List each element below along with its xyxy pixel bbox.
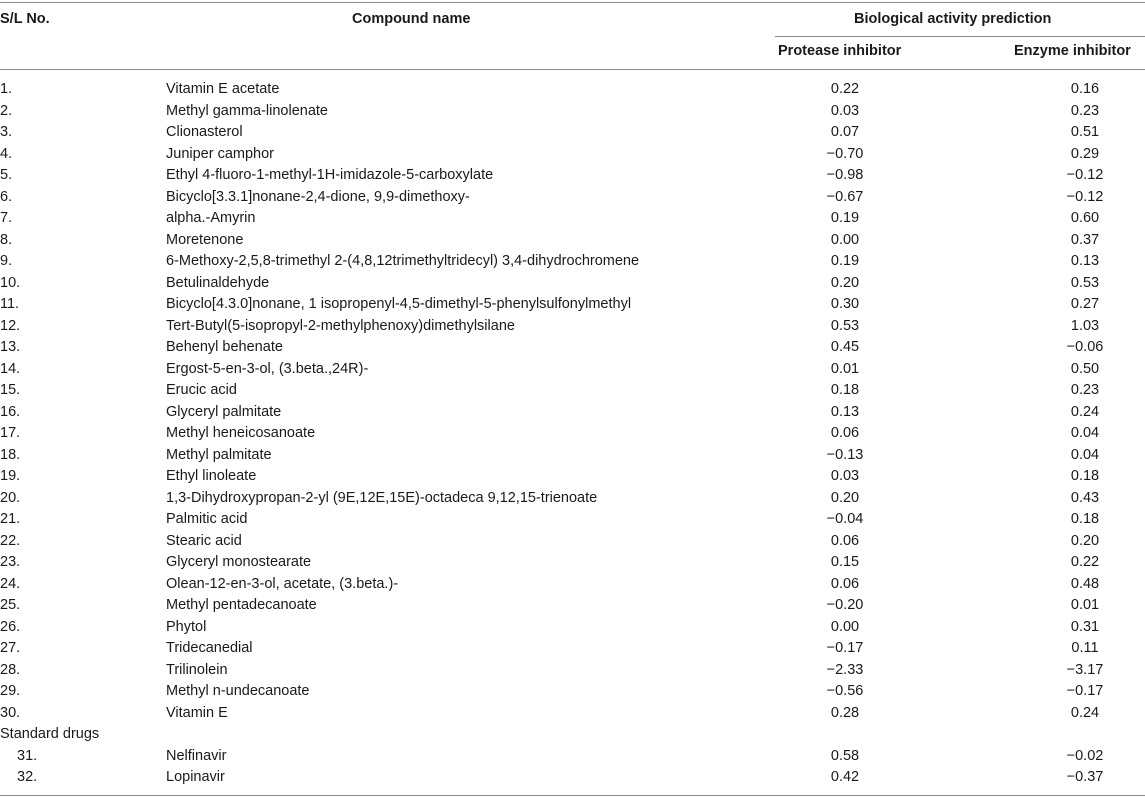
table-row xyxy=(0,531,1145,553)
cell-enzyme-inhibitor: 0.13 xyxy=(1070,253,1100,269)
cell-compound-name: Moretenone xyxy=(166,231,244,248)
cell-sl-no: 19. xyxy=(0,468,21,484)
header-sl-no: S/L No. xyxy=(0,11,50,27)
cell-enzyme-inhibitor: 0.60 xyxy=(1070,210,1100,226)
cell-enzyme-inhibitor: 0.37 xyxy=(1070,231,1100,248)
cell-compound-name: Glyceryl monostearate xyxy=(166,554,312,570)
table-row xyxy=(0,294,1145,316)
cell-sl-no: 13. xyxy=(0,339,21,355)
cell-sl-no: 14. xyxy=(0,360,21,377)
cell-compound-name: 1,3-Dihydroxypropan-2-yl (9E,12E,15E)-octadeca 9,12,15-trienoate xyxy=(166,489,598,506)
cell-compound-name: Clionasterol xyxy=(166,124,243,140)
table-row xyxy=(0,316,1145,338)
cell-enzyme-inhibitor: 0.23 xyxy=(1070,102,1100,119)
cell-enzyme-inhibitor: −0.17 xyxy=(1066,683,1104,699)
table-row xyxy=(0,423,1145,445)
cell-compound-name: Methyl pentadecanoate xyxy=(166,597,317,613)
table-row xyxy=(0,660,1145,682)
cell-protease-inhibitor: −2.33 xyxy=(826,661,864,678)
table-row xyxy=(0,165,1145,187)
cell-enzyme-inhibitor: 0.27 xyxy=(1070,296,1100,312)
cell-enzyme-inhibitor: 0.22 xyxy=(1070,554,1100,570)
table-row xyxy=(0,746,1145,768)
cell-enzyme-inhibitor: 0.50 xyxy=(1070,360,1100,377)
cell-protease-inhibitor: −0.17 xyxy=(826,640,864,656)
cell-protease-inhibitor: 0.15 xyxy=(830,554,860,570)
cell-sl-no: 5. xyxy=(0,167,13,183)
cell-compound-name: alpha.-Amyrin xyxy=(166,210,256,226)
cell-sl-no: 21. xyxy=(0,511,21,527)
table-row xyxy=(0,552,1145,574)
table-row xyxy=(0,273,1145,295)
table-row xyxy=(0,595,1145,617)
header-compound-name: Compound name xyxy=(352,11,471,27)
header-bottom-rule xyxy=(0,69,1145,70)
cell-compound-name: Betulinaldehyde xyxy=(166,274,270,291)
cell-sl-no: 6. xyxy=(0,188,13,205)
cell-enzyme-inhibitor: 0.23 xyxy=(1070,382,1100,398)
table-row xyxy=(0,402,1145,424)
cell-protease-inhibitor: 0.03 xyxy=(830,468,860,484)
cell-enzyme-inhibitor: −0.12 xyxy=(1066,188,1104,205)
cell-sl-no: 27. xyxy=(0,640,21,656)
cell-protease-inhibitor: 0.42 xyxy=(830,769,860,785)
cell-compound-name: Ethyl linoleate xyxy=(166,468,257,484)
cell-enzyme-inhibitor: 0.20 xyxy=(1070,532,1100,549)
cell-sl-no: 12. xyxy=(0,317,21,334)
cell-protease-inhibitor: 0.00 xyxy=(830,618,860,635)
cell-compound-name: Ergost-5-en-3-ol, (3.beta.,24R)- xyxy=(166,360,369,377)
cell-compound-name: Methyl gamma-linolenate xyxy=(166,102,328,119)
cell-protease-inhibitor: −0.98 xyxy=(826,167,864,183)
cell-compound-name: Phytol xyxy=(166,618,207,635)
cell-enzyme-inhibitor: −0.12 xyxy=(1066,167,1104,183)
cell-protease-inhibitor: 0.20 xyxy=(830,489,860,506)
table-row xyxy=(0,445,1145,467)
cell-enzyme-inhibitor: 0.48 xyxy=(1070,575,1100,592)
cell-enzyme-inhibitor: 0.24 xyxy=(1070,704,1100,721)
cell-sl-no: 17. xyxy=(0,425,21,441)
cell-sl-no: 8. xyxy=(0,231,13,248)
cell-protease-inhibitor: 0.00 xyxy=(830,231,860,248)
header-biological-activity-prediction: Biological activity prediction xyxy=(854,11,1052,27)
cell-protease-inhibitor: −0.20 xyxy=(826,597,864,613)
cell-compound-name: Trilinolein xyxy=(166,661,228,678)
table-row xyxy=(0,144,1145,166)
cell-compound-name: Erucic acid xyxy=(166,382,237,398)
cell-sl-no: 28. xyxy=(0,661,21,678)
table-row xyxy=(0,122,1145,144)
cell-enzyme-inhibitor: 0.53 xyxy=(1070,274,1100,291)
table-top-rule xyxy=(0,2,1145,3)
cell-sl-no: 29. xyxy=(0,683,21,699)
cell-protease-inhibitor: 0.20 xyxy=(830,274,860,291)
cell-protease-inhibitor: 0.06 xyxy=(830,425,860,441)
table-row xyxy=(0,574,1145,596)
cell-sl-no: 32. xyxy=(17,769,38,785)
cell-sl-no: 2. xyxy=(0,102,13,119)
cell-enzyme-inhibitor: 0.31 xyxy=(1070,618,1100,635)
table-row xyxy=(0,638,1145,660)
cell-enzyme-inhibitor: 0.04 xyxy=(1070,446,1100,463)
table-row xyxy=(0,359,1145,381)
cell-sl-no: 3. xyxy=(0,124,13,140)
table-row xyxy=(0,681,1145,703)
cell-enzyme-inhibitor: −0.37 xyxy=(1066,769,1104,785)
cell-sl-no: 9. xyxy=(0,253,13,269)
cell-enzyme-inhibitor: 0.16 xyxy=(1070,81,1100,97)
cell-compound-name: Vitamin E acetate xyxy=(166,81,280,97)
cell-protease-inhibitor: 0.30 xyxy=(830,296,860,312)
cell-enzyme-inhibitor: −3.17 xyxy=(1066,661,1104,678)
cell-enzyme-inhibitor: 0.29 xyxy=(1070,145,1100,162)
cell-protease-inhibitor: 0.18 xyxy=(830,382,860,398)
table-row xyxy=(0,251,1145,273)
cell-protease-inhibitor: 0.06 xyxy=(830,532,860,549)
table-row xyxy=(0,337,1145,359)
cell-compound-name: Methyl palmitate xyxy=(166,446,272,463)
cell-protease-inhibitor: 0.22 xyxy=(830,81,860,97)
cell-protease-inhibitor: −0.56 xyxy=(826,683,864,699)
cell-enzyme-inhibitor: 0.18 xyxy=(1070,468,1100,484)
cell-compound-name: Behenyl behenate xyxy=(166,339,283,355)
cell-compound-name: Juniper camphor xyxy=(166,145,274,162)
table-body xyxy=(0,79,1145,789)
cell-compound-name: 6-Methoxy-2,5,8-trimethyl 2-(4,8,12trimethyltridecyl) 3,4-dihydrochromene xyxy=(166,253,640,269)
cell-protease-inhibitor: 0.58 xyxy=(830,747,860,764)
header-protease-inhibitor: Protease inhibitor xyxy=(778,43,902,59)
table-row xyxy=(0,617,1145,639)
cell-enzyme-inhibitor: 0.18 xyxy=(1070,511,1100,527)
cell-sl-no: 11. xyxy=(0,296,20,312)
cell-compound-name: Stearic acid xyxy=(166,532,242,549)
cell-compound-name: Methyl heneicosanoate xyxy=(166,425,316,441)
cell-compound-name: Vitamin E xyxy=(166,704,228,721)
cell-enzyme-inhibitor: −0.06 xyxy=(1066,339,1104,355)
cell-compound-name: Bicyclo[4.3.0]nonane, 1 isopropenyl-4,5-dimethyl-5-phenylsulfonylmethyl xyxy=(166,296,632,312)
table-row xyxy=(0,208,1145,230)
cell-sl-no: 30. xyxy=(0,704,21,721)
cell-compound-name: Olean-12-en-3-ol, acetate, (3.beta.)- xyxy=(166,575,399,592)
cell-sl-no: 4. xyxy=(0,145,13,162)
cell-sl-no: 23. xyxy=(0,554,21,570)
table-row xyxy=(0,79,1145,101)
cell-protease-inhibitor: 0.13 xyxy=(830,403,860,420)
table-row xyxy=(0,187,1145,209)
cell-compound-name: Bicyclo[3.3.1]nonane-2,4-dione, 9,9-dimethoxy- xyxy=(166,188,470,205)
table-bottom-rule xyxy=(0,795,1145,796)
cell-protease-inhibitor: 0.53 xyxy=(830,317,860,334)
cell-enzyme-inhibitor: 0.43 xyxy=(1070,489,1100,506)
cell-compound-name: Tridecanedial xyxy=(166,640,253,656)
cell-protease-inhibitor: −0.13 xyxy=(826,446,864,463)
table-row xyxy=(0,488,1145,510)
cell-enzyme-inhibitor: 1.03 xyxy=(1070,317,1100,334)
header-enzyme-inhibitor: Enzyme inhibitor xyxy=(1014,43,1131,59)
table-row xyxy=(0,380,1145,402)
cell-compound-name: Lopinavir xyxy=(166,769,225,785)
cell-sl-no: 18. xyxy=(0,446,21,463)
table-row xyxy=(0,101,1145,123)
cell-protease-inhibitor: 0.45 xyxy=(830,339,860,355)
cell-sl-no: 7. xyxy=(0,210,13,226)
table-row xyxy=(0,230,1145,252)
cell-enzyme-inhibitor: 0.11 xyxy=(1071,640,1099,656)
cell-protease-inhibitor: 0.28 xyxy=(830,704,860,721)
table-row xyxy=(0,767,1145,789)
cell-compound-name: Nelfinavir xyxy=(166,747,227,764)
cell-compound-name: Palmitic acid xyxy=(166,511,248,527)
cell-compound-name: Ethyl 4-fluoro-1-methyl-1H-imidazole-5-carboxylate xyxy=(166,167,494,183)
cell-enzyme-inhibitor: 0.24 xyxy=(1070,403,1100,420)
cell-enzyme-inhibitor: 0.04 xyxy=(1070,425,1100,441)
cell-compound-name: Methyl n-undecanoate xyxy=(166,683,310,699)
cell-sl-no: 26. xyxy=(0,618,21,635)
cell-enzyme-inhibitor: 0.51 xyxy=(1070,124,1100,140)
table-row xyxy=(0,509,1145,531)
cell-sl-no: 16. xyxy=(0,403,21,420)
cell-protease-inhibitor: −0.70 xyxy=(826,145,864,162)
cell-protease-inhibitor: 0.03 xyxy=(830,102,860,119)
cell-protease-inhibitor: 0.06 xyxy=(830,575,860,592)
cell-enzyme-inhibitor: −0.02 xyxy=(1066,747,1104,764)
cell-protease-inhibitor: 0.19 xyxy=(830,210,860,226)
cell-protease-inhibitor: −0.67 xyxy=(826,188,864,205)
cell-enzyme-inhibitor: 0.01 xyxy=(1070,597,1100,613)
cell-sl-no: 10. xyxy=(0,274,21,291)
cell-sl-no: 22. xyxy=(0,532,21,549)
cell-compound-name: Glyceryl palmitate xyxy=(166,403,282,420)
table-row xyxy=(0,466,1145,488)
cell-sl-no: 1. xyxy=(0,81,13,97)
cell-sl-no: 25. xyxy=(0,597,21,613)
cell-protease-inhibitor: 0.07 xyxy=(830,124,860,140)
cell-sl-no: 24. xyxy=(0,575,21,592)
cell-sl-no: 31. xyxy=(17,747,38,764)
cell-sl-no: 15. xyxy=(0,382,21,398)
section-label-standard-drugs: Standard drugs xyxy=(0,726,100,742)
cell-protease-inhibitor: 0.01 xyxy=(830,360,860,377)
table-row xyxy=(0,703,1145,725)
cell-protease-inhibitor: −0.04 xyxy=(826,511,864,527)
cell-compound-name: Tert-Butyl(5-isopropyl-2-methylphenoxy)dimethylsilane xyxy=(166,317,515,334)
cell-sl-no: 20. xyxy=(0,489,21,506)
header-group-rule xyxy=(775,36,1145,37)
cell-protease-inhibitor: 0.19 xyxy=(830,253,860,269)
